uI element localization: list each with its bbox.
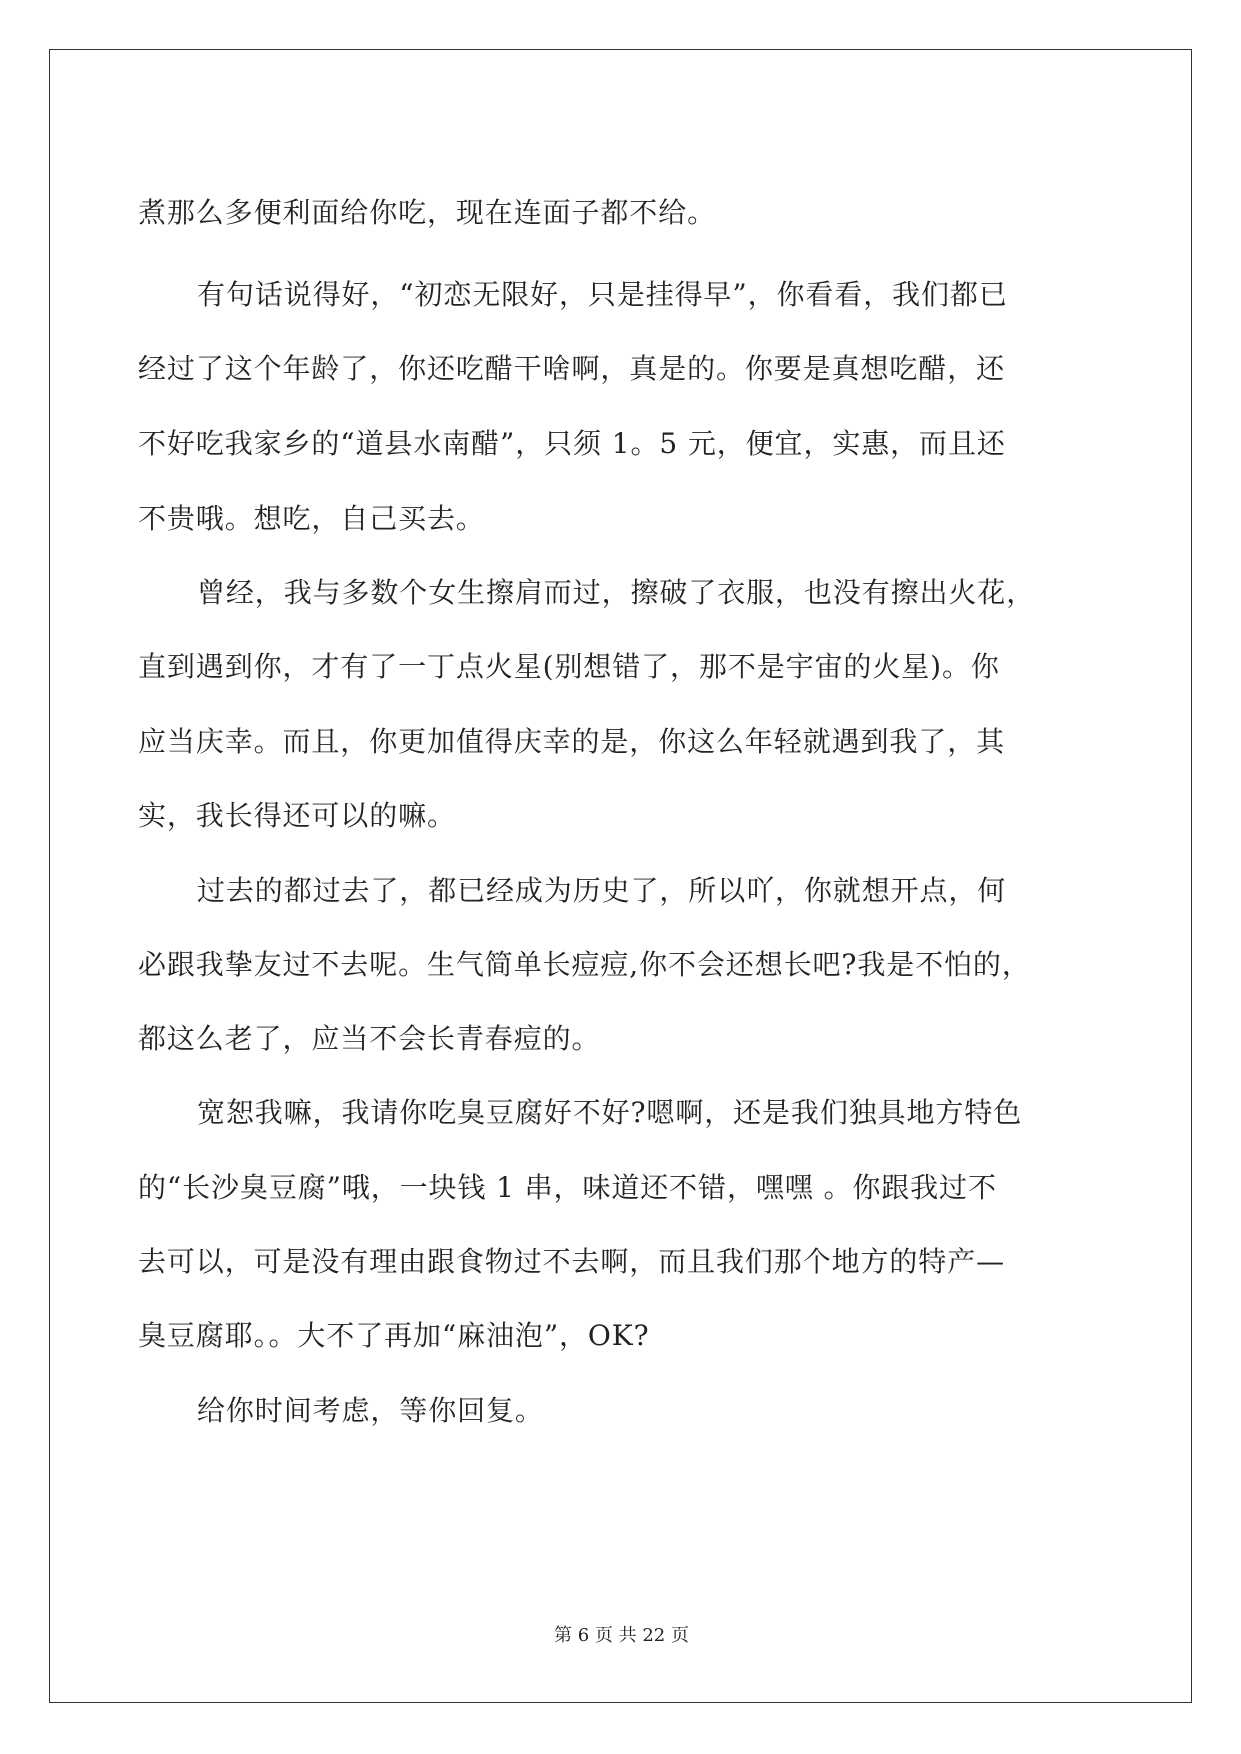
text-line-6: 曾经，我与多数个女生擦肩而过，擦破了衣服，也没有擦出火花， (197, 576, 1036, 609)
text-line-9: 实，我长得还可以的嘛。 (138, 799, 456, 832)
text-line-5: 不贵哦。想吃，自己买去。 (138, 502, 485, 535)
page-number-footer: 第 6 页 共 22 页 (554, 1625, 689, 1646)
text-line-10: 过去的都过去了，都已经成为历史了，所以吖，你就想开点，何 (197, 874, 1007, 907)
text-line-7: 直到遇到你，才有了一丁点火星(别想错了，那不是宇宙的火星)。你 (138, 650, 1000, 683)
text-line-12: 都这么老了，应当不会长青春痘的。 (138, 1022, 601, 1055)
text-line-4: 不好吃我家乡的“道县水南醋”，只须 1。5 元，便宜，实惠，而且还 (138, 427, 1006, 460)
page-frame (49, 49, 1192, 1703)
text-line-16: 臭豆腐耶。。大不了再加“麻油泡”，OK? (138, 1319, 650, 1352)
text-line-2: 有句话说得好，“初恋无限好，只是挂得早”，你看看，我们都已 (197, 278, 1008, 311)
text-line-3: 经过了这个年龄了，你还吃醋干啥啊，真是的。你要是真想吃醋，还 (138, 352, 1006, 385)
text-line-13: 宽恕我嘛，我请你吃臭豆腐好不好?嗯啊，还是我们独具地方特色 (197, 1096, 1023, 1129)
text-line-15: 去可以，可是没有理由跟食物过不去啊，而且我们那个地方的特产— (138, 1245, 1006, 1278)
text-line-17: 给你时间考虑，等你回复。 (197, 1394, 544, 1427)
text-line-1: 煮那么多便利面给你吃，现在连面子都不给。 (138, 196, 717, 229)
text-line-8: 应当庆幸。而且，你更加值得庆幸的是，你这么年轻就遇到我了，其 (138, 725, 1006, 758)
text-line-14: 的“长沙臭豆腐”哦，一块钱 1 串，味道还不错，嘿嘿 。你跟我过不 (138, 1171, 997, 1204)
text-line-11: 必跟我挚友过不去呢。生气简单长痘痘,你不会还想长吧?我是不怕的， (138, 948, 1031, 981)
